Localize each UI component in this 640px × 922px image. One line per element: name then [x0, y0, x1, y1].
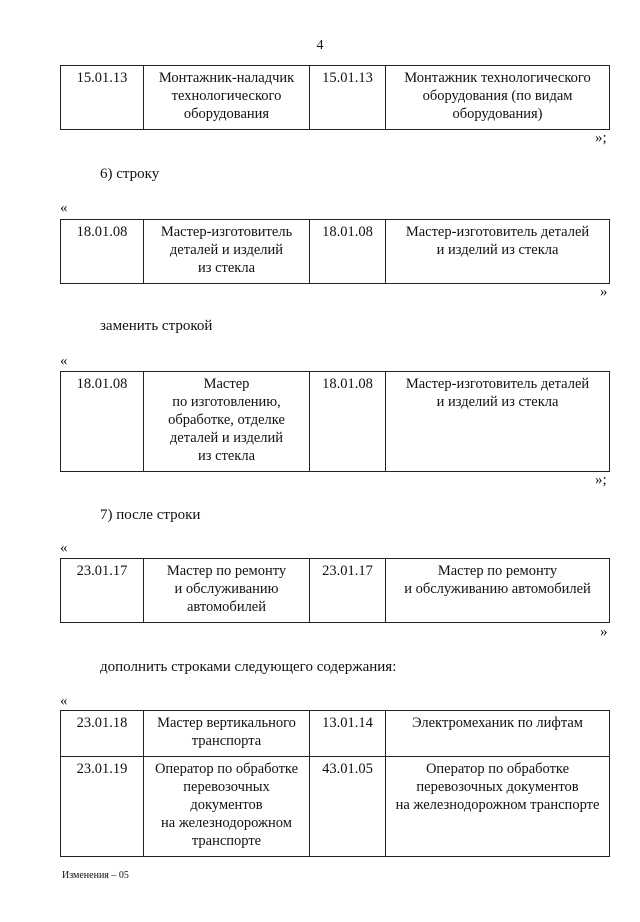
cell-line: оборудования (по видам [422, 88, 573, 104]
cell-c4 [386, 372, 610, 472]
footer-note: Изменения – 05 [62, 870, 129, 881]
cell-line: из стекла [197, 448, 256, 464]
close-quote-2: » [600, 284, 608, 300]
cell-c2 [144, 66, 310, 130]
cell-line: документов [190, 797, 263, 813]
cell-line: и изделий из стекла [436, 394, 559, 410]
cell-line: из стекла [197, 260, 256, 276]
cell-c2 [144, 220, 310, 284]
cell-line: и обслуживанию [174, 581, 279, 597]
cell-line: на железнодорожном [161, 815, 292, 831]
table-row [61, 757, 610, 857]
cell-c4 [386, 711, 610, 757]
cell-line: и обслуживанию автомобилей [404, 581, 591, 597]
cell-code: 23.01.19 [76, 761, 128, 777]
cell-code: 18.01.08 [76, 224, 128, 240]
open-quote-2: « [60, 200, 68, 216]
cell-line: по изготовлению, [172, 394, 281, 410]
cell-line: обработке, отделке [168, 412, 285, 428]
table-4 [60, 558, 610, 623]
cell-c1 [61, 711, 144, 757]
cell-line: оборудования) [452, 106, 543, 122]
cell-code: 23.01.17 [76, 563, 128, 579]
table-3 [60, 371, 610, 472]
cell-line: Оператор по обработке [425, 761, 570, 777]
cell-code: 18.01.08 [322, 376, 373, 392]
cell-line: Мастер по ремонту [166, 563, 287, 579]
open-quote-4: « [60, 540, 68, 556]
cell-line: Мастер по ремонту [437, 563, 558, 579]
table-row [61, 711, 610, 757]
cell-code: 15.01.13 [322, 70, 373, 86]
cell-c4 [386, 66, 610, 130]
cell-line: Монтажник технологического [404, 70, 591, 86]
cell-line: перевозочных документов [416, 779, 579, 795]
cell-c3 [310, 220, 386, 284]
cell-line: Мастер-изготовитель [160, 224, 293, 240]
cell-c2 [144, 559, 310, 623]
paragraph-add: дополнить строками следующего содержания: [100, 659, 397, 675]
paragraph-replace: заменить строкой [100, 318, 213, 334]
cell-line: транспорта [191, 733, 262, 749]
cell-c1 [61, 66, 144, 130]
cell-line: оборудования [183, 106, 270, 122]
cell-c4 [386, 220, 610, 284]
open-quote-5: « [60, 693, 68, 709]
table-row [61, 559, 610, 623]
cell-c4 [386, 757, 610, 857]
cell-code: 18.01.08 [322, 224, 373, 240]
close-quote-3: »; [595, 472, 607, 488]
cell-line: и изделий из стекла [436, 242, 559, 258]
cell-c3 [310, 757, 386, 857]
cell-line: транспорте [191, 833, 262, 849]
cell-c4 [386, 559, 610, 623]
close-quote-1: »; [595, 130, 607, 146]
table-2 [60, 219, 610, 284]
table-row [61, 372, 610, 472]
cell-c3 [310, 559, 386, 623]
cell-line: Мастер-изготовитель деталей [405, 224, 590, 240]
cell-line: Мастер [203, 376, 250, 392]
cell-c3 [310, 372, 386, 472]
paragraph-6: 6) строку [100, 166, 160, 182]
table-row [61, 66, 610, 130]
cell-line: перевозочных [183, 779, 270, 795]
cell-line: деталей и изделий [169, 242, 284, 258]
cell-c1 [61, 372, 144, 472]
open-quote-3: « [60, 353, 68, 369]
cell-code: 23.01.17 [322, 563, 373, 579]
cell-line: автомобилей [186, 599, 267, 615]
page-number: 4 [316, 38, 324, 53]
cell-line: Электромеханик по лифтам [412, 715, 583, 731]
cell-line: Мастер вертикального [157, 715, 296, 731]
cell-code: 18.01.08 [76, 376, 128, 392]
paragraph-7: 7) после строки [100, 507, 201, 523]
table-row [61, 220, 610, 284]
cell-line: на железнодорожном транспорте [395, 797, 600, 813]
cell-c1 [61, 559, 144, 623]
cell-c2 [144, 757, 310, 857]
cell-line: Оператор по обработке [154, 761, 299, 777]
cell-code: 15.01.13 [76, 70, 128, 86]
cell-c2 [144, 711, 310, 757]
cell-code: 43.01.05 [322, 761, 373, 777]
cell-line: Мастер-изготовитель деталей [405, 376, 590, 392]
cell-c1 [61, 220, 144, 284]
cell-code: 23.01.18 [76, 715, 128, 731]
cell-code: 13.01.14 [322, 715, 373, 731]
cell-c3 [310, 711, 386, 757]
close-quote-4: » [600, 624, 608, 640]
cell-c3 [310, 66, 386, 130]
cell-line: Монтажник-наладчик [158, 70, 295, 86]
cell-c1 [61, 757, 144, 857]
cell-line: технологического [171, 88, 282, 104]
cell-line: деталей и изделий [169, 430, 284, 446]
table-1 [60, 65, 610, 130]
table-5 [60, 710, 610, 857]
cell-c2 [144, 372, 310, 472]
